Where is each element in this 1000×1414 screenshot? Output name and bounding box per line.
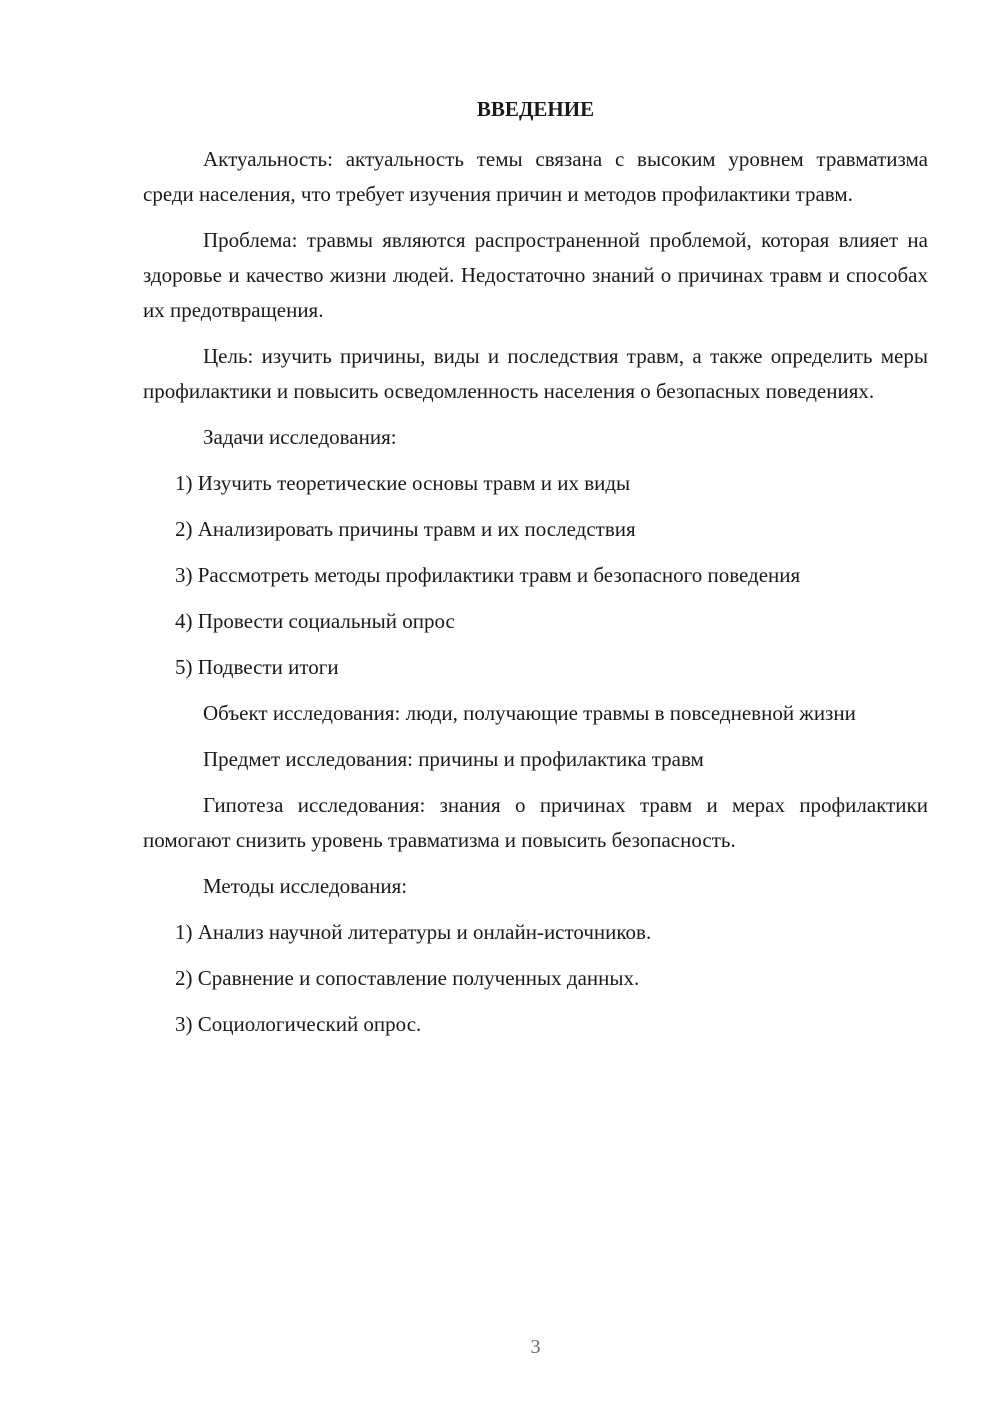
subject-paragraph: Предмет исследования: причины и профилактика травм (203, 747, 704, 771)
tasks-list (143, 466, 928, 685)
problem-paragraph: Проблема: травмы являются распространенной проблемой, которая влияет на здоровье и качество жизни людей. Недостаточно знаний о причинах травм и способах их предотвращения. (143, 228, 928, 322)
page-number: 3 (530, 1336, 541, 1358)
page-title: ВВЕДЕНИЕ (476, 97, 595, 121)
list-item: 4) Провести социальный опрос (175, 609, 455, 633)
goal-paragraph: Цель: изучить причины, виды и последствия травм, а также определить меры профилактики и повысить осведомленность населения о безопасных поведениях. (143, 344, 928, 403)
document-page (143, 0, 928, 1414)
list-item: 1) Изучить теоретические основы травм и их виды (175, 471, 631, 495)
list-item: 5) Подвести итоги (175, 655, 339, 679)
list-item: 1) Анализ научной литературы и онлайн-источников. (175, 920, 652, 944)
methods-heading: Методы исследования: (203, 874, 408, 898)
list-item: 2) Анализировать причины травм и их последствия (175, 517, 636, 541)
document-body (143, 142, 928, 1053)
relevance-paragraph: Актуальность: актуальность темы связана с высоким уровнем травматизма среди населения, что требует изучения причин и методов профилактики травм. (143, 147, 928, 206)
hypothesis-paragraph: Гипотеза исследования: знания о причинах травм и мерах профилактики помогают снизить уровень травматизма и повысить безопасность. (143, 793, 928, 852)
tasks-heading: Задачи исследования: (203, 425, 397, 449)
list-item: 2) Сравнение и сопоставление полученных данных. (175, 966, 640, 990)
methods-list (143, 915, 928, 1042)
list-item: 3) Социологический опрос. (175, 1012, 422, 1036)
object-paragraph: Объект исследования: люди, получающие травмы в повседневной жизни (203, 701, 856, 725)
list-item: 3) Рассмотреть методы профилактики травм и безопасного поведения (175, 563, 801, 587)
